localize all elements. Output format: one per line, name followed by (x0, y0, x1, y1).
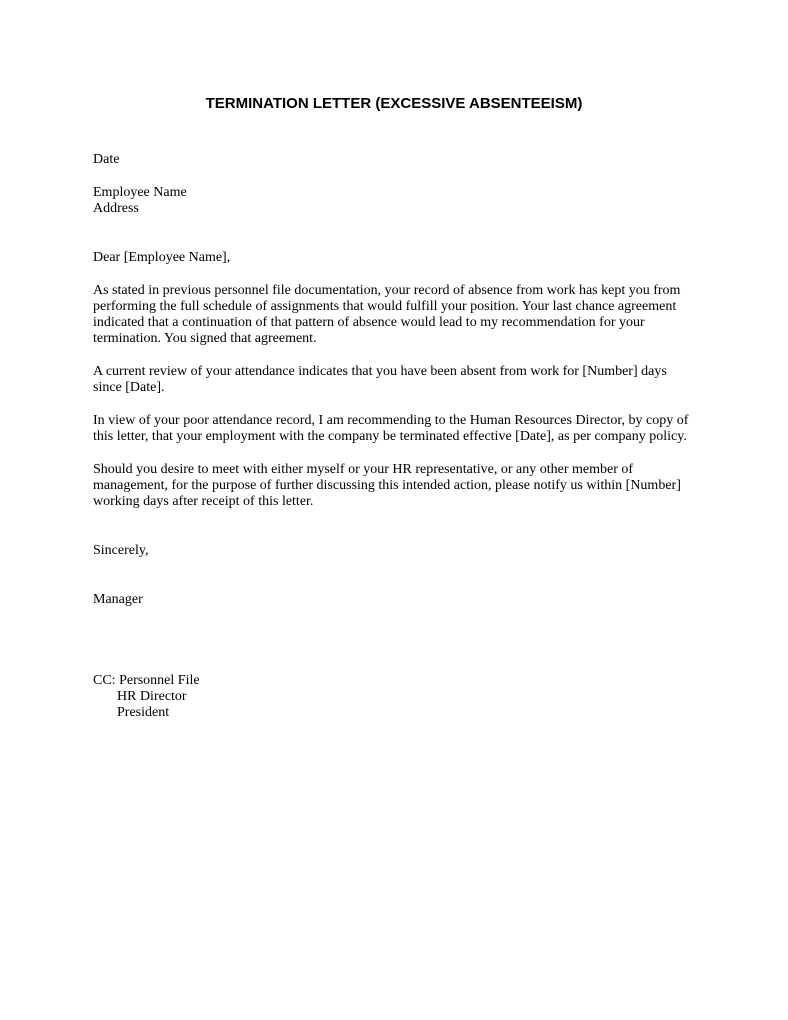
paragraph-2-line-1: A current review of your attendance indicates that you have been absent from work for [Number] days (93, 364, 667, 379)
paragraph-4-line-2: management, for the purpose of further discussing this intended action, please notify us within [Number] (93, 478, 681, 493)
paragraph-4-line-3: working days after receipt of this letter. (93, 494, 314, 509)
salutation: Dear [Employee Name], (93, 250, 231, 265)
letter-title: TERMINATION LETTER (EXCESSIVE ABSENTEEISM) (205, 95, 583, 112)
cc-president: President (117, 705, 170, 720)
paragraph-1-line-1: As stated in previous personnel file documentation, your record of absence from work has kept you from (93, 283, 681, 298)
cc-hr-director: HR Director (117, 689, 187, 704)
paragraph-1-line-3: indicated that a continuation of that pattern of absence would lead to my recommendation for your (93, 315, 645, 330)
paragraph-3-line-2: this letter, that your employment with the company be terminated effective [Date], as per company policy. (93, 429, 687, 444)
recipient-address: Address (93, 201, 139, 216)
paragraph-1-line-4: termination. You signed that agreement. (93, 331, 317, 346)
paragraph-3-line-1: In view of your poor attendance record, I am recommending to the Human Resources Director, by copy of (93, 413, 689, 428)
date-line: Date (93, 152, 120, 167)
paragraph-4-line-1: Should you desire to meet with either myself or your HR representative, or any other member of (93, 462, 634, 477)
signature: Manager (93, 592, 143, 607)
cc-personnel-file: CC: Personnel File (93, 673, 200, 688)
closing: Sincerely, (93, 543, 149, 558)
paragraph-2-line-2: since [Date]. (93, 380, 165, 395)
paragraph-1-line-2: performing the full schedule of assignments that would fulfill your position. Your last chance agreement (93, 299, 677, 314)
recipient-name: Employee Name (93, 185, 187, 200)
